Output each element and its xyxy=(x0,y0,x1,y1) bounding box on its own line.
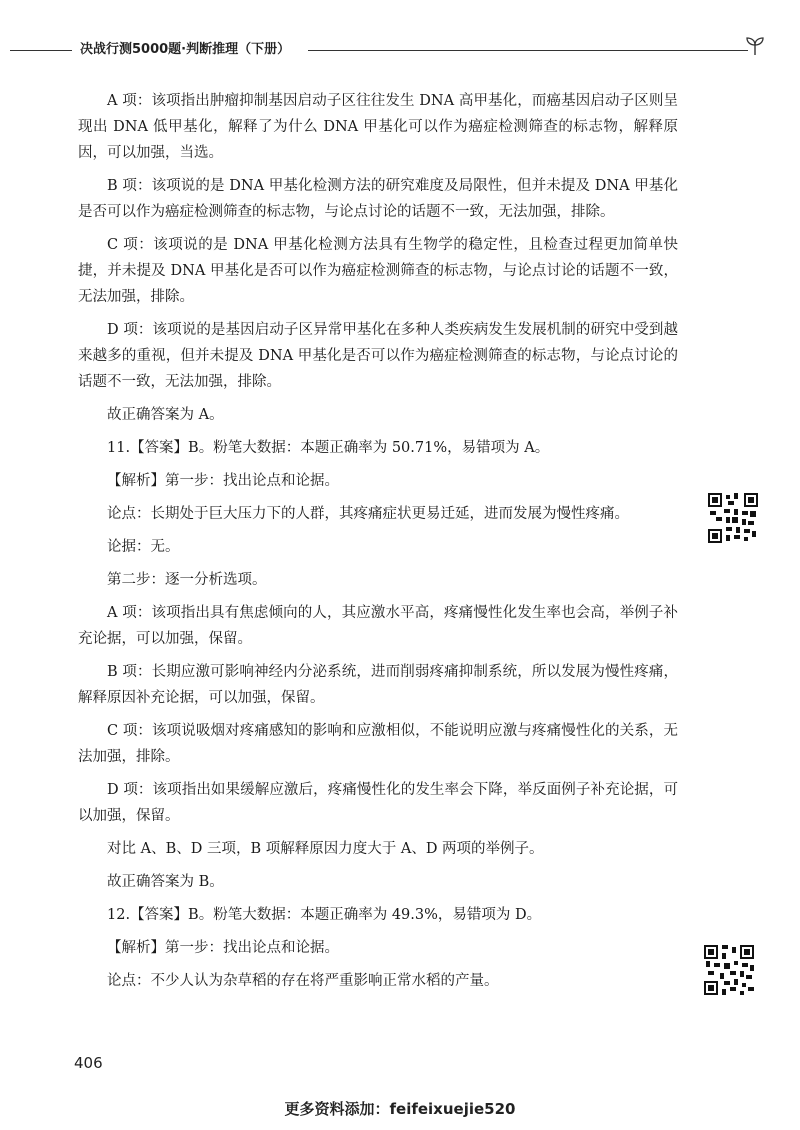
option-d-analysis: D 项：该项指出如果缓解应激后，疼痛慢性化的发生率会下降，举反面例子补充论据，可以加强，保留。 xyxy=(78,782,678,824)
option-d-analysis: D 项：该项说的是基因启动子区异常甲基化在多种人类疾病发生发展机制的研究中受到越来越多的重视，但并未提及 DNA 甲基化是否可以作为癌症检测筛查的标志物，与论点讨论的话题不一致，无法加强，排除。 xyxy=(78,322,678,390)
evidence-statement: 论据：无。 xyxy=(107,539,180,555)
step-two: 第二步：逐一分析选项。 xyxy=(107,572,267,588)
question-11-answer: 11.【答案】B。粉笔大数据：本题正确率为 50.71%，易错项为 A。 xyxy=(107,440,550,456)
option-b-analysis: B 项：该项说的是 DNA 甲基化检测方法的研究难度及局限性，但并未提及 DNA 甲基化是否可以作为癌症检测筛查的标志物，与论点讨论的话题不一致，无法加强，排除。 xyxy=(78,178,678,220)
page-body xyxy=(78,88,678,1001)
answer-conclusion: 故正确答案为 B。 xyxy=(107,874,224,890)
question-12-answer: 12.【答案】B。粉笔大数据：本题正确率为 49.3%，易错项为 D。 xyxy=(107,907,542,923)
footer-note: 更多资料添加：feifeixuejie520 xyxy=(284,1100,516,1118)
thesis-statement: 论点：不少人认为杂草稻的存在将严重影响正常水稻的产量。 xyxy=(107,973,499,989)
header-rule-left xyxy=(10,50,72,51)
option-b-analysis: B 项：长期应激可影响神经内分泌系统，进而削弱疼痛抑制系统，所以发展为慢性疼痛，解释原因补充论据，可以加强，保留。 xyxy=(78,664,678,706)
question-12-step-one: 【解析】第一步：找出论点和论据。 xyxy=(107,940,339,956)
option-a-analysis: A 项：该项指出具有焦虑倾向的人，其应激水平高，疼痛慢性化发生率也会高，举例子补充论据，可以加强，保留。 xyxy=(78,605,678,647)
header-rule-right xyxy=(308,50,748,51)
book-title: 决战行测5000题·判断推理（下册） xyxy=(80,42,291,57)
option-c-analysis: C 项：该项说吸烟对疼痛感知的影响和应激相似，不能说明应激与疼痛慢性化的关系，无法加强，排除。 xyxy=(78,723,678,765)
answer-conclusion: 故正确答案为 A。 xyxy=(107,407,224,423)
sprout-icon xyxy=(744,34,766,56)
qr-code-icon[interactable] xyxy=(708,493,758,543)
qr-code-icon[interactable] xyxy=(704,945,754,995)
option-a-analysis: A 项：该项指出肿瘤抑制基因启动子区往往发生 DNA 高甲基化，而癌基因启动子区则呈现出 DNA 低甲基化，解释了为什么 DNA 甲基化可以作为癌症检测筛查的标志物，解释原因，可以加强，当选。 xyxy=(78,93,678,161)
running-header xyxy=(10,36,780,60)
option-c-analysis: C 项：该项说的是 DNA 甲基化检测方法具有生物学的稳定性，且检查过程更加简单快捷，并未提及 DNA 甲基化是否可以作为癌症检测筛查的标志物，与论点讨论的话题不一致，无法加强，排除。 xyxy=(78,237,678,305)
thesis-statement: 论点：长期处于巨大压力下的人群，其疼痛症状更易迁延，进而发展为慢性疼痛。 xyxy=(107,506,629,522)
question-11-step-one: 【解析】第一步：找出论点和论据。 xyxy=(107,473,339,489)
comparison-note: 对比 A、B、D 三项，B 项解释原因力度大于 A、D 两项的举例子。 xyxy=(107,841,544,857)
page-number: 406 xyxy=(74,1054,103,1072)
